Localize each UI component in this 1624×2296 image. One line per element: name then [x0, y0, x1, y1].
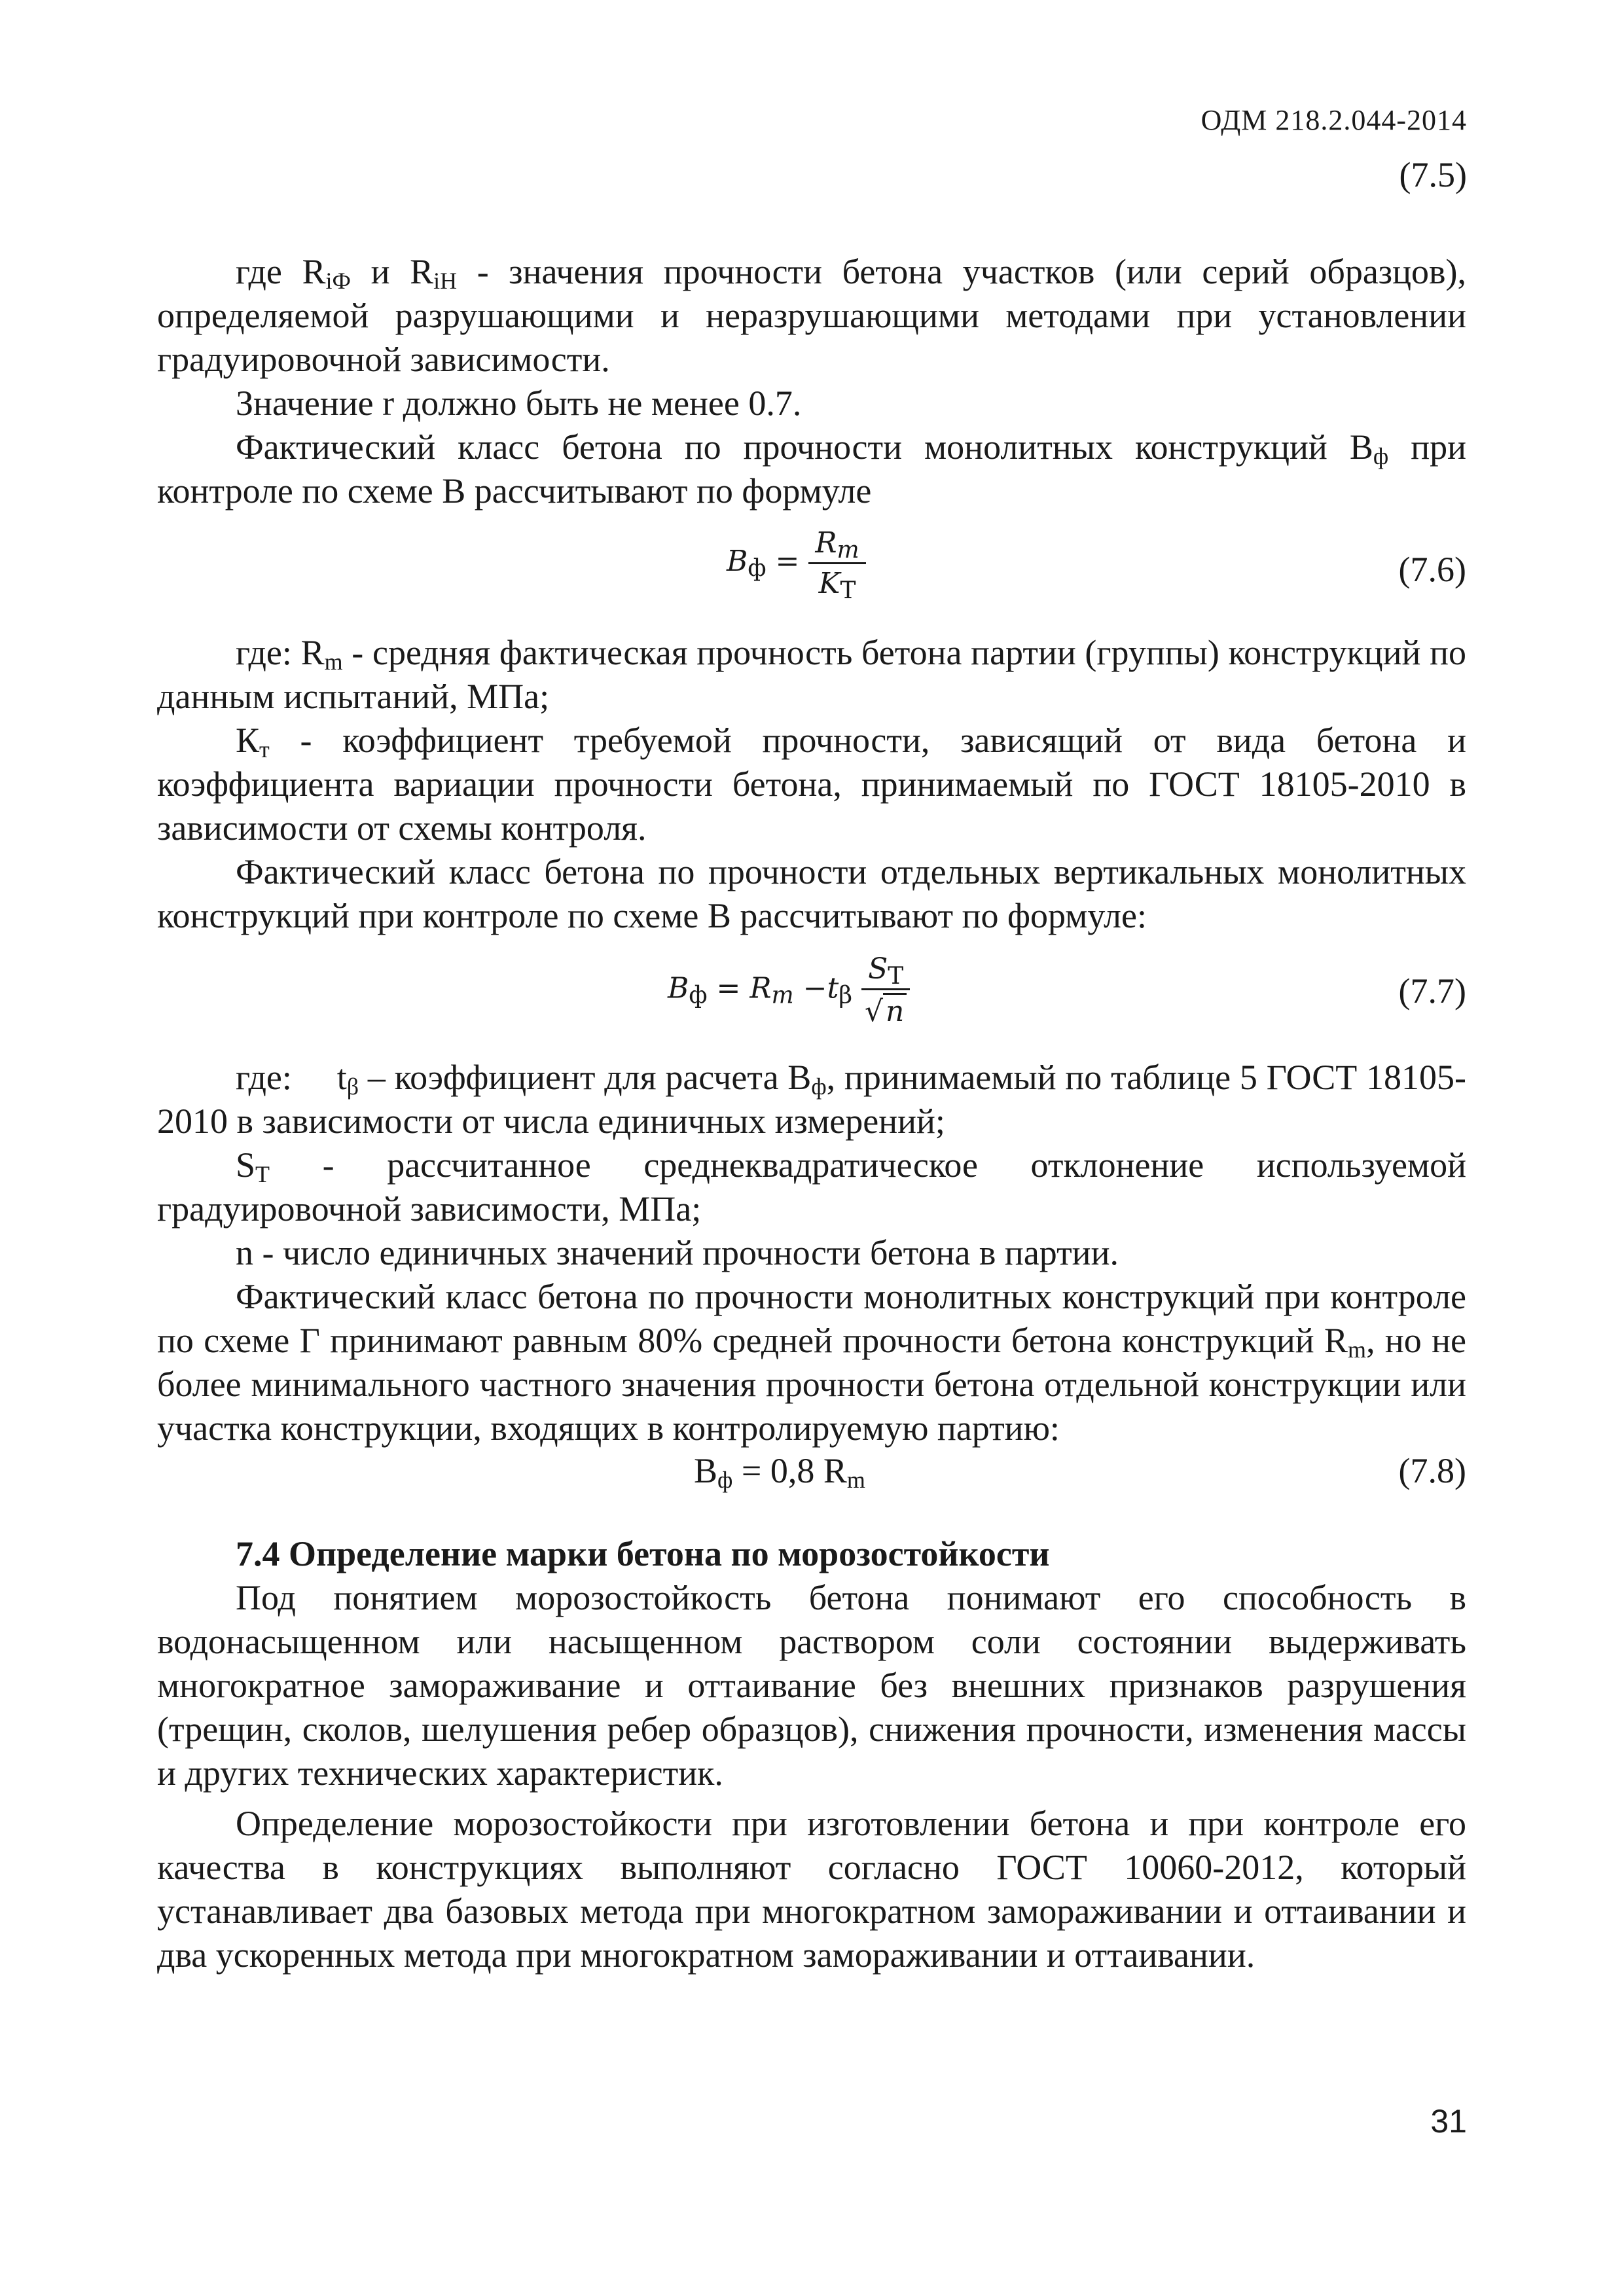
paragraph-vertical-constructions: Фактический класс бетона по прочности отдельных вертикальных монолитных конструкций при контроле по схеме В рассчитывают по формуле: — [157, 852, 1466, 935]
page-number: 31 — [1430, 2103, 1467, 2140]
equation-number: (7.6) — [1398, 550, 1466, 589]
paragraph-kt-definition: $К_т$ - коэффициент требуемой прочности, зависящий от вида бетона и коэффициента вариации прочности бетона, принимаемый по ГОСТ 18105-2010 в зависимости от схемы контроля. — [157, 721, 1466, 848]
section-heading: 7.4 Определение марки бетона по морозостойкости — [236, 1534, 1050, 1573]
paragraph-tb-definition: где: $t_\beta$ – коэффициент для расчета $В_ф$, принимаемый по таблице 5 ГОСТ 18105-2010 в зависимости от числа единичных измерений; — [157, 1058, 1466, 1141]
document-code: ОДМ 218.2.044-2014 — [1200, 104, 1467, 136]
equation-number-7-5: (7.5) — [1399, 155, 1467, 194]
paragraph-where-rif-rih: где $R_{iФ}$ и $R_{iН}$ - значения прочности бетона участков (или серий образцов), определяемой разрушающими и неразрушающими методами при установлении градуировочной зависимости. — [157, 252, 1466, 379]
paragraph-rm-definition: где: $R_m$ - средняя фактическая прочность бетона партии (группы) конструкций по данным испытаний, МПа; — [157, 633, 1466, 716]
paragraph-scheme-g: Фактический класс бетона по прочности монолитных конструкций при контроле по схеме Г принимают равным 80% средней прочности бетона конструкций $R_m$, но не более минимального частного значения прочности бетона отдельной конструкции или участка конструкции, входящих в контролируемую партию: — [157, 1277, 1466, 1448]
fraction: $\frac{S_Т}{√n}$ — [861, 952, 910, 1028]
paragraph-r-value: Значение r должно быть не менее 0.7. — [236, 384, 802, 423]
paragraph-frost-resistance-definition: Под понятием морозостойкость бетона понимают его способность в водонасыщенном или насыщенном раствором соли состоянии выдерживать многократное замораживание и оттаивание без внешних признаков разрушения (трещин, сколов, шелушения ребер образцов), снижения прочности, изменения массы и других технических характеристик. — [157, 1578, 1466, 1793]
page-content — [157, 242, 1466, 1977]
formula-7-8: $В_ф = 0,8$ $R_m$ (7.8) — [694, 1451, 1466, 1493]
paragraph-n-definition: n - число единичных значений прочности бетона в партии. — [236, 1233, 1119, 1272]
formula-7-7: $B_ф = R_m -t_\beta$ $\frac{S_Т}{√n}$ (7.7) — [668, 952, 1466, 1028]
paragraph-scheme-v: Фактический класс бетона по прочности монолитных конструкций $В_ф$ при контроле по схеме В рассчитывают по формуле — [157, 427, 1467, 511]
paragraph-frost-resistance-methods: Определение морозостойкости при изготовлении бетона и при контроле его качества в конструкциях выполняют согласно ГОСТ 10060-2012, который устанавливает два базовых метода при многократном замораживании и оттаивании и два ускоренных метода при многократном замораживании и оттаивании. — [157, 1804, 1466, 1975]
equation-number: (7.8) — [1398, 1451, 1466, 1490]
fraction: $\frac{R_m}{K_Т}$ — [808, 526, 865, 600]
equation-number: (7.7) — [1398, 971, 1466, 1011]
formula-7-6: $B_ф$ = $\frac{R_m}{K_Т}$ (7.6) — [727, 526, 1466, 604]
paragraph-st-definition: $S_Т$ - рассчитанное среднеквадратическое отклонение используемой градуировочной зависимости, МПа; — [157, 1145, 1466, 1229]
